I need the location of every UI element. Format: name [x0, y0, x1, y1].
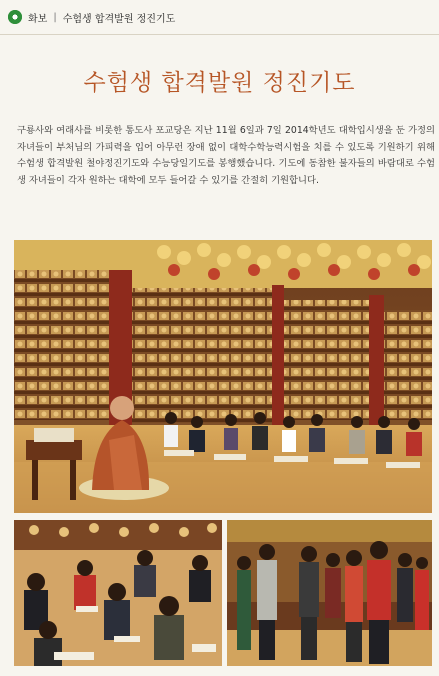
breadcrumb-current: 수험생 합격발원 정진기도	[62, 13, 176, 25]
sutra-reading-photo	[14, 520, 222, 666]
header-divider	[0, 34, 439, 35]
breadcrumb-separator: |	[53, 11, 57, 23]
page-title: 수험생 합격발원 정진기도	[83, 70, 356, 96]
main-photo	[14, 240, 432, 513]
dharma-wheel-icon	[8, 10, 22, 24]
breadcrumb	[28, 10, 175, 25]
header	[0, 0, 439, 34]
article-body: 구룡사와 여래사를 비롯한 통도사 포교당은 지난 11월 6일과 7일 2014학년도 대학입시생을 둔 가정의 자녀들이 부처님의 가피력을 입어 아무런 장애 없이 대학수학능력시험을 치를 수 있도록 기원하기 위해 수험생 합격발원 철야정진기도와 수능당일기도를 봉행했습니다. 기도에 동참한 불자들의 바람대로 수험생 자녀들이 각자 원하는 대학에 모두 들어갈 수 있기를 간절히 기원합니다.	[17, 125, 435, 186]
standing-prayer-photo	[227, 520, 432, 666]
breadcrumb-section[interactable]: 화보	[28, 13, 48, 25]
